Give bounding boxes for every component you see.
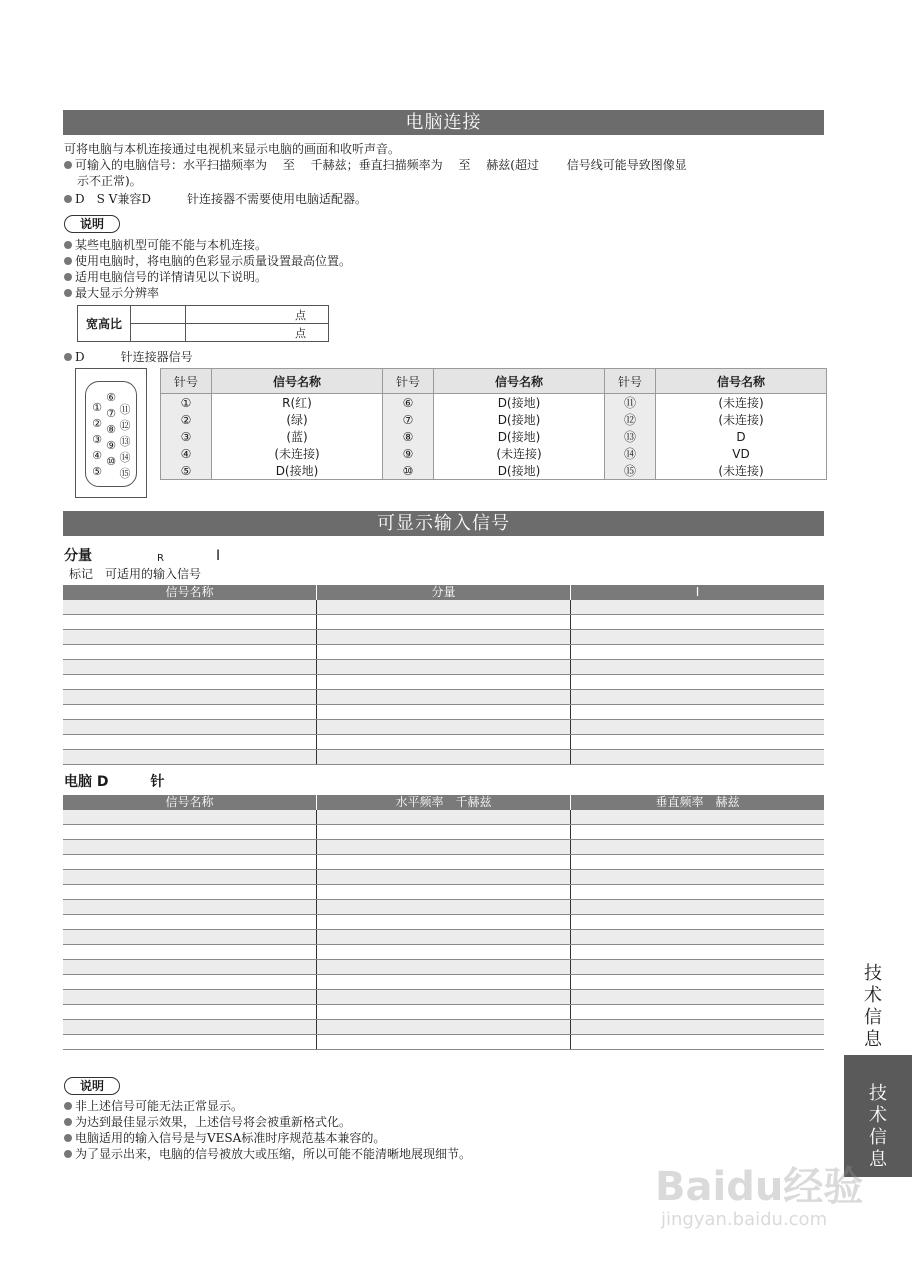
table-row <box>63 720 824 735</box>
table-cell <box>570 945 824 959</box>
table-row <box>63 675 824 690</box>
resolution-unit: 点 <box>186 324 329 342</box>
table-cell <box>316 1035 570 1049</box>
legend-text: 标记 可适用的输入信号 <box>69 567 202 581</box>
table-row <box>63 735 824 750</box>
table-cell <box>570 630 824 644</box>
table-cell <box>63 825 316 839</box>
pin-number: ⑫ <box>605 411 656 428</box>
table-cell <box>316 720 570 734</box>
component-r: R <box>157 553 164 564</box>
connector-pin: ② <box>92 417 102 430</box>
table-cell <box>63 915 316 929</box>
pin-number: ④ <box>161 445 212 462</box>
table-cell <box>316 945 570 959</box>
table-cell <box>570 960 824 974</box>
table-row <box>63 1020 824 1035</box>
table-cell <box>570 645 824 659</box>
signal-header: 信号名称 <box>434 369 605 394</box>
table-cell <box>570 735 824 749</box>
connector-pin: ⑤ <box>92 465 102 478</box>
pin-number: ⑦ <box>383 411 434 428</box>
pin-number: ⑩ <box>383 462 434 480</box>
table-cell <box>570 885 824 899</box>
resolution-table <box>77 305 329 342</box>
table-row <box>63 975 824 990</box>
signal-header: 信号名称 <box>212 369 383 394</box>
table-cell <box>570 840 824 854</box>
col-header: I <box>570 585 824 600</box>
table-cell <box>63 900 316 914</box>
signal-name: (绿) <box>212 411 383 428</box>
table-cell <box>63 1005 316 1019</box>
signal-name: D(接地) <box>434 462 605 480</box>
table-cell <box>316 990 570 1004</box>
connector-pin: ⑦ <box>106 407 116 420</box>
pin-header: 针号 <box>161 369 212 394</box>
table-cell <box>63 855 316 869</box>
connector-pin: ⑩ <box>106 455 116 468</box>
table-cell <box>316 600 570 614</box>
col-header: 分量 <box>316 585 570 600</box>
signal-name: (未连接) <box>656 411 827 428</box>
table-row <box>63 615 824 630</box>
col-header: 信号名称 <box>165 585 214 599</box>
section-title-pc-connection: 电脑连接 <box>63 110 824 135</box>
table-cell <box>316 750 570 764</box>
table-cell <box>316 1005 570 1019</box>
table-cell <box>316 855 570 869</box>
table-row <box>63 645 824 660</box>
pin-number: ⑭ <box>605 445 656 462</box>
side-tab[interactable] <box>844 1055 912 1177</box>
table-row <box>161 411 827 428</box>
table-header <box>63 585 824 600</box>
connector-pin: ① <box>92 401 102 414</box>
table-cell <box>63 735 316 749</box>
pin-number: ② <box>161 411 212 428</box>
table-cell <box>63 990 316 1004</box>
table-cell <box>570 660 824 674</box>
pc-signal-table <box>63 795 824 1050</box>
table-row <box>63 945 824 960</box>
connector-pin: ⑭ <box>119 451 131 464</box>
table-cell <box>570 810 824 824</box>
pin-number: ③ <box>161 428 212 445</box>
table-row <box>63 690 824 705</box>
table-header <box>63 795 824 810</box>
table-cell <box>316 645 570 659</box>
dsub-connector-diagram <box>75 368 147 498</box>
signal-name: D <box>656 428 827 445</box>
signal-name: D(接地) <box>434 411 605 428</box>
table-row <box>63 900 824 915</box>
signal-name: (未连接) <box>656 394 827 412</box>
table-cell <box>570 1005 824 1019</box>
pc-subtitle: 电脑 D 针 <box>64 774 165 790</box>
table-row <box>63 1035 824 1050</box>
table-cell <box>63 945 316 959</box>
pin-number: ⑨ <box>383 445 434 462</box>
table-cell <box>63 630 316 644</box>
intro-text: 可将电脑与本机连接通过电视机来显示电脑的画面和收听声音。 <box>64 142 401 156</box>
table-cell <box>316 975 570 989</box>
table-cell <box>63 1035 316 1049</box>
table-cell <box>570 675 824 689</box>
table-row <box>161 428 827 445</box>
signal-name: (未连接) <box>656 462 827 480</box>
table-cell <box>316 735 570 749</box>
table-cell <box>570 900 824 914</box>
pin-number: ① <box>161 394 212 412</box>
note-item: 为达到最佳显示效果，上述信号将会被重新格式化。 <box>64 1115 351 1129</box>
signal-name: D(接地) <box>434 428 605 445</box>
table-cell <box>316 1020 570 1034</box>
table-cell <box>316 840 570 854</box>
table-row <box>63 885 824 900</box>
table-cell <box>570 990 824 1004</box>
section-title-input-signals: 可显示输入信号 <box>63 511 824 536</box>
side-section-label: 技术信息 <box>864 963 882 1050</box>
connector-pin: ⑬ <box>119 435 131 448</box>
component-i: I <box>216 548 221 564</box>
table-cell <box>570 600 824 614</box>
connector-pin: ⑮ <box>119 467 131 480</box>
table-cell <box>63 645 316 659</box>
dsub-bullet: D S V兼容D 针连接器不需要使用电脑适配器。 <box>64 192 367 206</box>
table-cell <box>570 825 824 839</box>
note-item: 最大显示分辨率 <box>64 286 159 300</box>
pin-number: ⑤ <box>161 462 212 480</box>
note-item: 某些电脑机型可能不能与本机连接。 <box>64 238 267 252</box>
connector-pin: ⑥ <box>106 391 116 404</box>
aspect-label: 宽高比 <box>78 306 131 342</box>
table-row <box>63 1005 824 1020</box>
pc-signal-bullet: 可输入的电脑信号：水平扫描频率为 至 千赫兹；垂直扫描频率为 至 赫兹(超过 信号线可能导致图像显 <box>64 158 687 172</box>
table-cell <box>63 975 316 989</box>
pin-number: ⑥ <box>383 394 434 412</box>
table-cell <box>63 690 316 704</box>
baidu-watermark <box>655 1165 875 1245</box>
table-cell <box>316 960 570 974</box>
table-row <box>63 930 824 945</box>
table-cell <box>316 660 570 674</box>
table-cell <box>63 960 316 974</box>
table-cell <box>63 600 316 614</box>
signal-name: (蓝) <box>212 428 383 445</box>
table-cell <box>316 930 570 944</box>
table-cell <box>316 705 570 719</box>
table-cell <box>570 690 824 704</box>
table-cell <box>63 615 316 629</box>
table-cell <box>570 705 824 719</box>
aspect-cell <box>131 306 186 324</box>
note-label: 说明 <box>64 1077 120 1095</box>
connector-pin: ⑪ <box>119 403 131 416</box>
signal-name: R(红) <box>212 394 383 412</box>
col-header: 信号名称 <box>165 795 214 809</box>
pin-number: ⑬ <box>605 428 656 445</box>
table-cell <box>63 675 316 689</box>
connector-pin: ⑫ <box>119 419 131 432</box>
table-cell <box>316 915 570 929</box>
pc-signal-bullet-cont: 示不正常)。 <box>77 174 142 188</box>
connector-title: D 针连接器信号 <box>64 350 193 364</box>
pin-header: 针号 <box>605 369 656 394</box>
component-signal-table <box>63 585 824 765</box>
note-item: 适用电脑信号的详情请见以下说明。 <box>64 270 267 284</box>
pin-signal-table <box>160 368 827 480</box>
table-cell <box>316 885 570 899</box>
table-row <box>161 394 827 412</box>
table-cell <box>63 720 316 734</box>
note-item: 电脑适用的输入信号是与VESA标准时序规范基本兼容的。 <box>64 1131 385 1145</box>
signal-name: D(接地) <box>212 462 383 480</box>
table-cell <box>570 720 824 734</box>
pin-number: ⑮ <box>605 462 656 480</box>
note-label: 说明 <box>64 215 120 233</box>
table-row <box>63 660 824 675</box>
table-row <box>63 870 824 885</box>
table-cell <box>316 690 570 704</box>
table-cell <box>63 1020 316 1034</box>
table-cell <box>570 1020 824 1034</box>
table-cell <box>570 750 824 764</box>
table-cell <box>63 750 316 764</box>
table-row <box>63 840 824 855</box>
table-cell <box>63 810 316 824</box>
table-cell <box>63 660 316 674</box>
connector-pin: ③ <box>92 433 102 446</box>
pin-header: 针号 <box>383 369 434 394</box>
table-row <box>63 600 824 615</box>
table-cell <box>570 975 824 989</box>
table-cell <box>316 870 570 884</box>
table-cell <box>570 855 824 869</box>
signal-name: (未连接) <box>434 445 605 462</box>
table-cell <box>570 870 824 884</box>
pin-number: ⑧ <box>383 428 434 445</box>
table-cell <box>63 885 316 899</box>
note-item: 为了显示出来，电脑的信号被放大或压缩，所以可能不能清晰地展现细节。 <box>64 1147 471 1161</box>
signal-name: VD <box>656 445 827 462</box>
note-item: 非上述信号可能无法正常显示。 <box>64 1099 243 1113</box>
table-cell <box>316 675 570 689</box>
watermark-brand: Baidu经验 <box>655 1164 864 1210</box>
table-cell <box>63 705 316 719</box>
connector-pin: ⑧ <box>106 423 116 436</box>
table-row <box>63 750 824 765</box>
table-cell <box>63 870 316 884</box>
table-row <box>63 855 824 870</box>
connector-pin: ④ <box>92 449 102 462</box>
table-row <box>63 810 824 825</box>
table-cell <box>316 825 570 839</box>
aspect-cell <box>131 324 186 342</box>
col-header: 水平频率 千赫兹 <box>316 795 570 810</box>
table-cell <box>570 930 824 944</box>
table-cell <box>570 915 824 929</box>
table-cell <box>570 615 824 629</box>
table-row <box>161 462 827 480</box>
table-cell <box>316 810 570 824</box>
watermark-url: jingyan.baidu.com <box>661 1209 828 1230</box>
component-subtitle: 分量 <box>64 548 92 564</box>
table-cell <box>63 930 316 944</box>
resolution-unit: 点 <box>186 306 329 324</box>
signal-header: 信号名称 <box>656 369 827 394</box>
table-cell <box>63 840 316 854</box>
table-row <box>63 960 824 975</box>
table-row <box>63 630 824 645</box>
table-row <box>63 705 824 720</box>
signal-name: D(接地) <box>434 394 605 412</box>
pin-number: ⑪ <box>605 394 656 412</box>
side-tab-label: 技术信息 <box>869 1083 887 1170</box>
table-row <box>161 445 827 462</box>
table-row <box>63 990 824 1005</box>
table-cell <box>316 630 570 644</box>
connector-pin: ⑨ <box>106 439 116 452</box>
note-item: 使用电脑时，将电脑的色彩显示质量设置最高位置。 <box>64 254 351 268</box>
col-header: 垂直频率 赫兹 <box>570 795 824 810</box>
table-row <box>63 825 824 840</box>
table-row <box>63 915 824 930</box>
table-cell <box>570 1035 824 1049</box>
table-cell <box>316 615 570 629</box>
table-cell <box>316 900 570 914</box>
signal-name: (未连接) <box>212 445 383 462</box>
